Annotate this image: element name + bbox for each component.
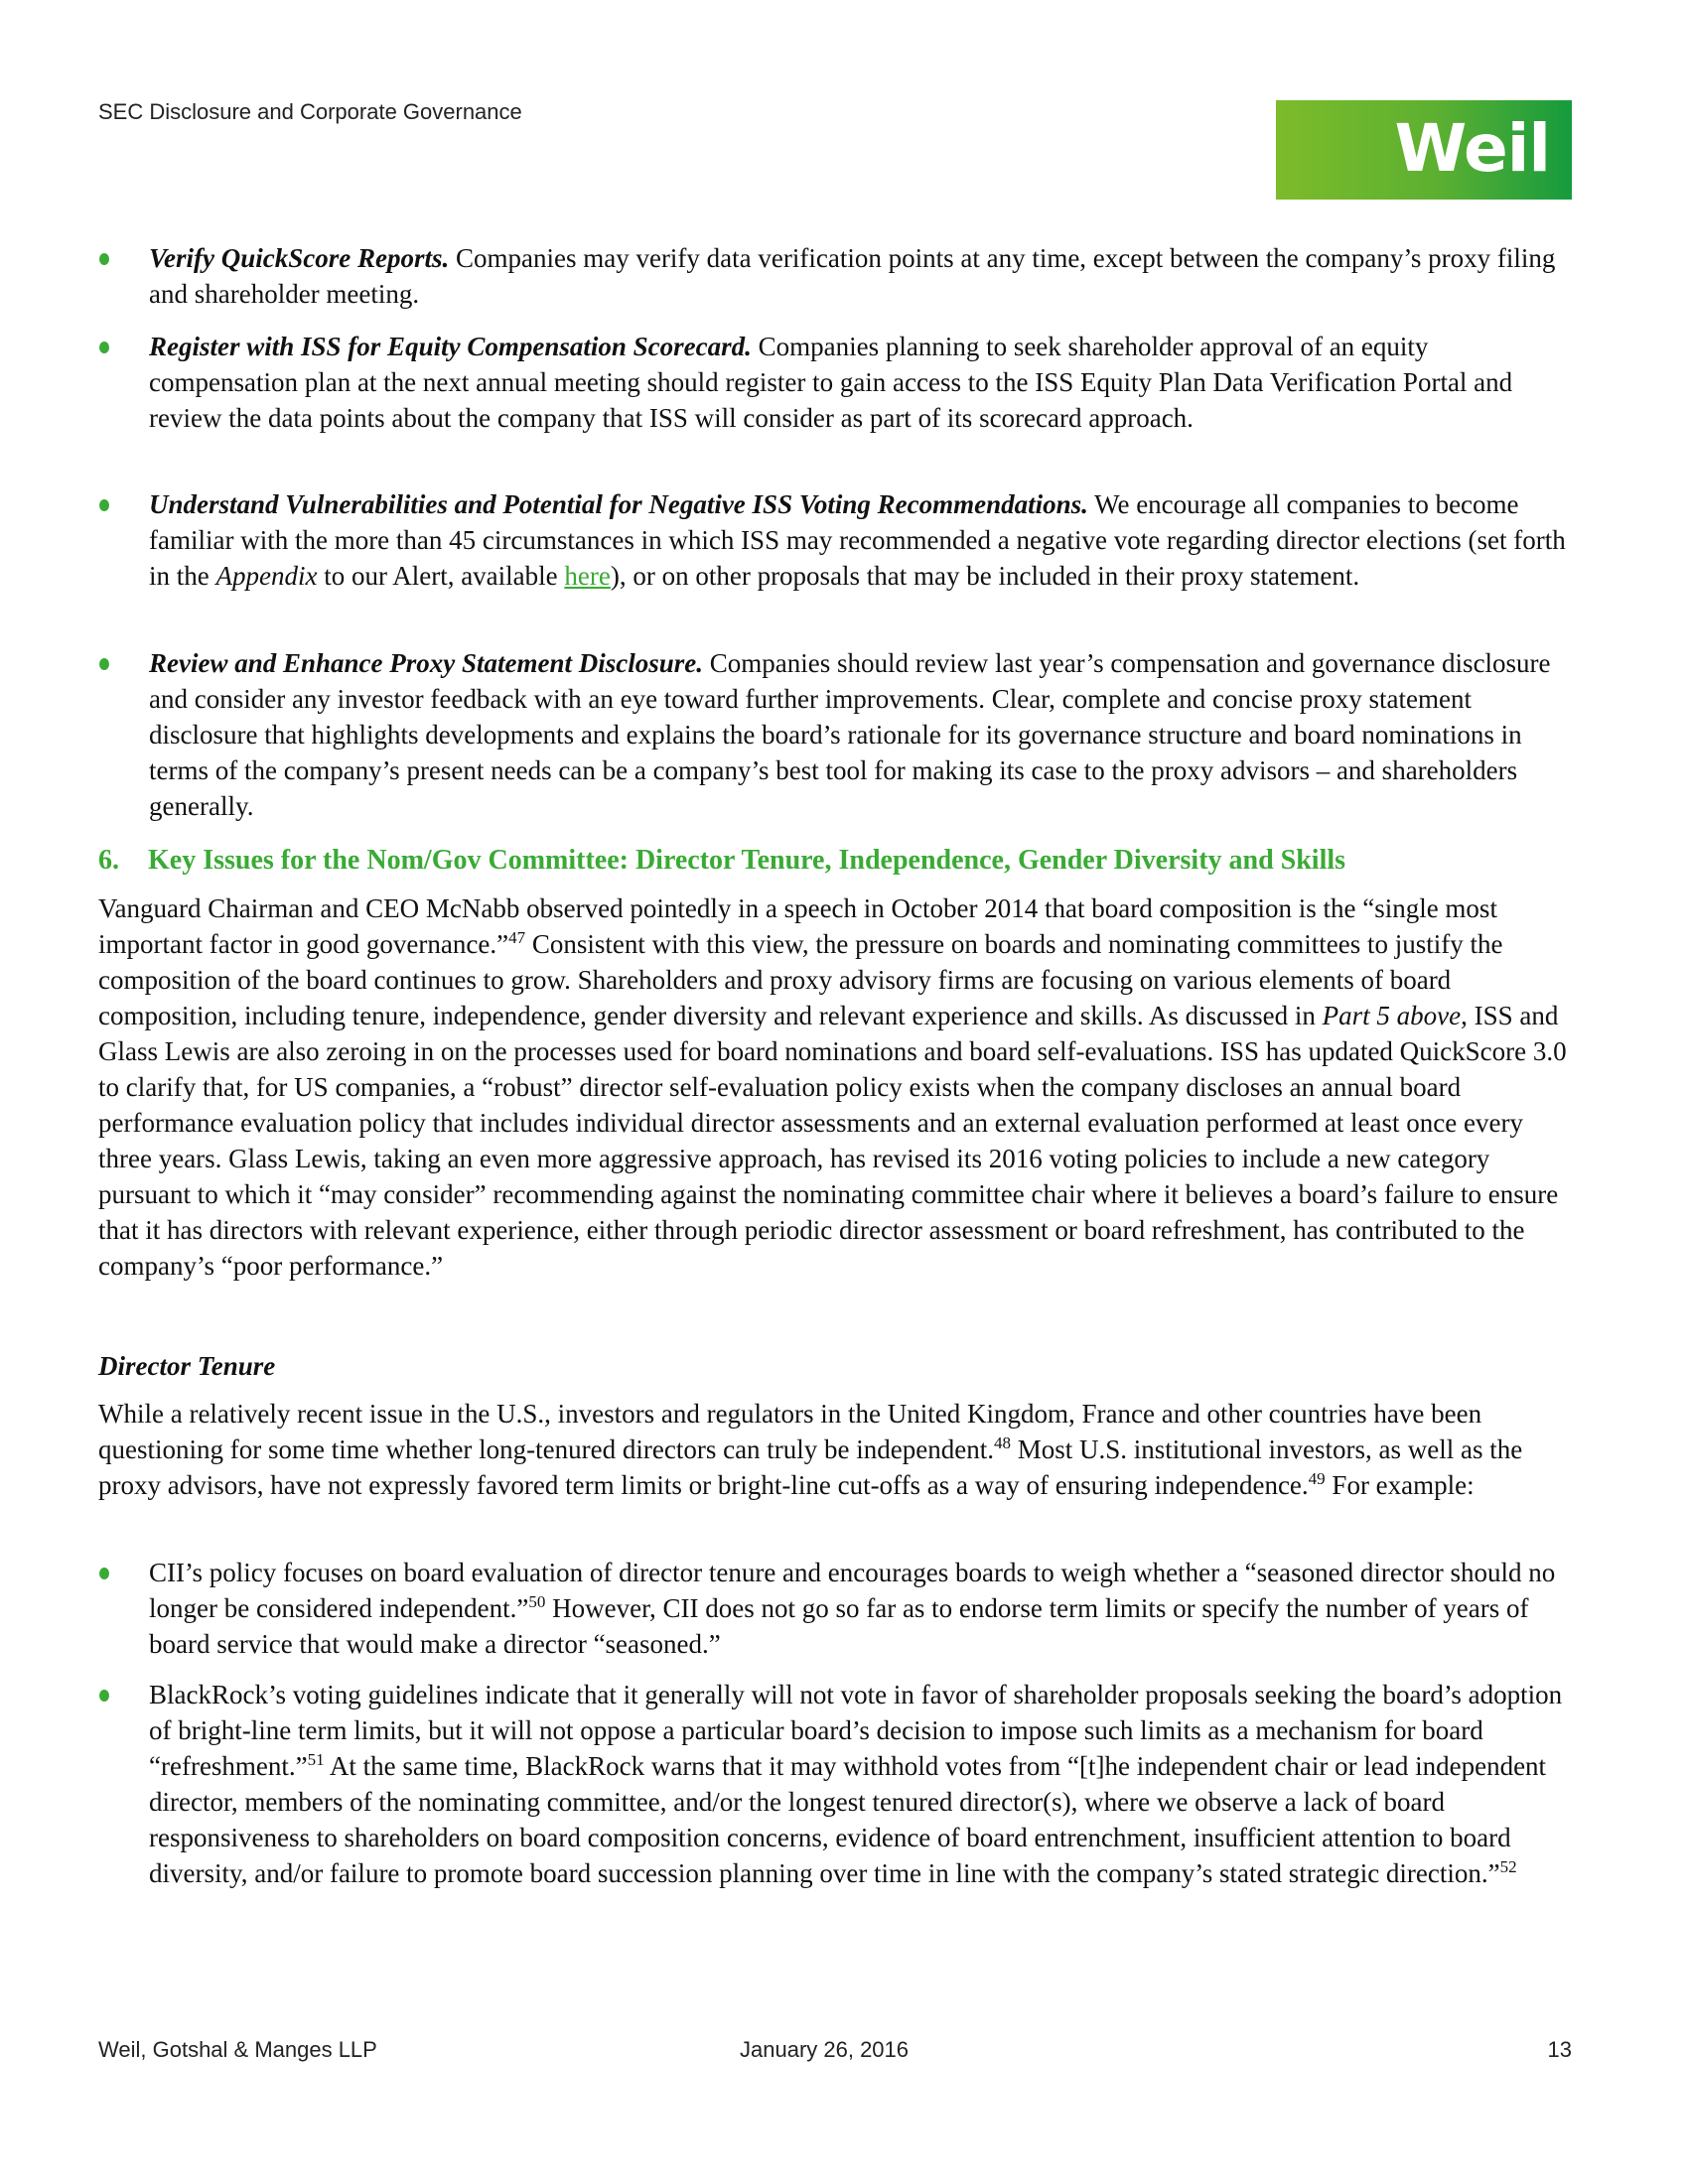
body-paragraph: Vanguard Chairman and CEO McNabb observed pointedly in a speech in October 2014 that board composition is the “single most important factor in good governance.”$^{47}$ Consistent with this view, the pressure on boards and nominating committees to justify the composition of the board continues to grow. Shareholders and proxy advisory firms are focusing on various elements of board composition, including tenure, independence, gender diversity and relevant experience and skills. As discussed in Part 5 above, ISS and Glass Lewis are also zeroing in on the processes used for board nominations and board self-evaluations. ISS has updated QuickScore 3.0 to clarify that, for US companies, a “robust” director self-evaluation policy exists when the company discloses an annual board performance evaluation policy that includes individual director assessments and an external evaluation performed at least once every three years. Glass Lewis, taking an even more aggressive approach, has revised its 2016 voting policies to include a new category pursuant to which it “may consider” recommending against the nominating committee chair where it believes a board’s failure to ensure that it has directors with relevant experience, either through periodic director assessment or board refreshment, has contributed to the company’s “poor performance.” bbox=[98, 893, 1567, 1281]
page-number: 13 bbox=[1547, 2037, 1572, 2062]
subheading: Director Tenure bbox=[98, 1351, 276, 1381]
footnote-ref[interactable]: 52 bbox=[1499, 1857, 1517, 1876]
bullet-icon bbox=[99, 341, 109, 353]
bullet-icon bbox=[99, 1690, 109, 1702]
bullet-icon bbox=[99, 1568, 109, 1579]
bullet-icon bbox=[99, 499, 109, 511]
bullet-icon bbox=[99, 253, 109, 265]
footnote-ref[interactable]: 50 bbox=[528, 1592, 546, 1611]
list-item: CII’s policy focuses on board evaluation of director tenure and encourages boards to weigh whether a “seasoned director should no longer be considered independent.”$^{50}$ However, CII does not go so far as to endorse term limits or specify the number of years of board service that would make a director “seasoned.” bbox=[149, 1555, 1579, 1662]
section-heading: 6. Key Issues for the Nom/Gov Committee: Director Tenure, Independence, Gender Diversity and Skills bbox=[98, 845, 1346, 876]
list-item: Register with ISS for Equity Compensation Scorecard. Companies planning to seek shareholder approval of an equity compensation plan at the next annual meeting should register to gain access to the ISS Equity Plan Data Verification Portal and review the data points about the company that ISS will consider as part of its scorecard approach. bbox=[149, 329, 1579, 436]
bullet-icon bbox=[99, 658, 109, 670]
list-item: Review and Enhance Proxy Statement Disclosure. Companies should review last year’s compensation and governance disclosure and consider any investor feedback with an eye toward further improvements. Clear, complete and concise proxy statement disclosure that highlights developments and explains the board’s rationale for its governance structure and board nominations in terms of the company’s present needs can be a company’s best tool for making its case to the proxy advisors – and shareholders generally. bbox=[149, 645, 1579, 824]
list-item: Verify QuickScore Reports. Companies may verify data verification points at any time, except between the company’s proxy filing and shareholder meeting. bbox=[149, 240, 1579, 312]
footnote-ref[interactable]: 47 bbox=[508, 928, 526, 947]
body-paragraph: While a relatively recent issue in the U.S., investors and regulators in the United Kingdom, France and other countries have been questioning for some time whether long-tenured directors can truly be independent.$^{48}$ Most U.S. institutional investors, as well as the proxy advisors, have not expressly favored term limits or bright-line cut-offs as a way of ensuring independence.$^{49}$ For example: bbox=[98, 1399, 1523, 1500]
footnote-ref[interactable]: 49 bbox=[1308, 1469, 1326, 1488]
list-item: BlackRock’s voting guidelines indicate that it generally will not vote in favor of shareholder proposals seeking the board’s adoption of bright-line term limits, but it will not oppose a particular board’s decision to impose such limits as a mechanism for board “refreshment.”$^{51}$ At the same time, BlackRock warns that it may withhold votes from “[t]he independent chair or lead independent director, members of the nominating committee, and/or the longest tenured director(s), where we observe a lack of board responsiveness to shareholders on board composition concerns, evidence of board entrenchment, insufficient attention to board diversity, and/or failure to promote board succession planning over time in line with the company’s stated strategic direction.”$^{52}$ bbox=[149, 1677, 1579, 1891]
alert-link[interactable]: here bbox=[564, 561, 611, 591]
running-header: SEC Disclosure and Corporate Governance bbox=[98, 99, 522, 124]
footer-firm: Weil, Gotshal & Manges LLP bbox=[98, 2037, 377, 2062]
footnote-ref[interactable]: 51 bbox=[307, 1750, 325, 1769]
footer-date: January 26, 2016 bbox=[740, 2037, 910, 2062]
weil-logo: Weil bbox=[1276, 100, 1572, 200]
list-item: Understand Vulnerabilities and Potential for Negative ISS Voting Recommendations. We encourage all companies to become familiar with the more than 45 circumstances in which ISS may recommended a negative vote regarding director elections (set forth in the Appendix to our Alert, available here), or on other proposals that may be included in their proxy statement. bbox=[149, 486, 1579, 594]
footnote-ref[interactable]: 48 bbox=[993, 1433, 1011, 1452]
